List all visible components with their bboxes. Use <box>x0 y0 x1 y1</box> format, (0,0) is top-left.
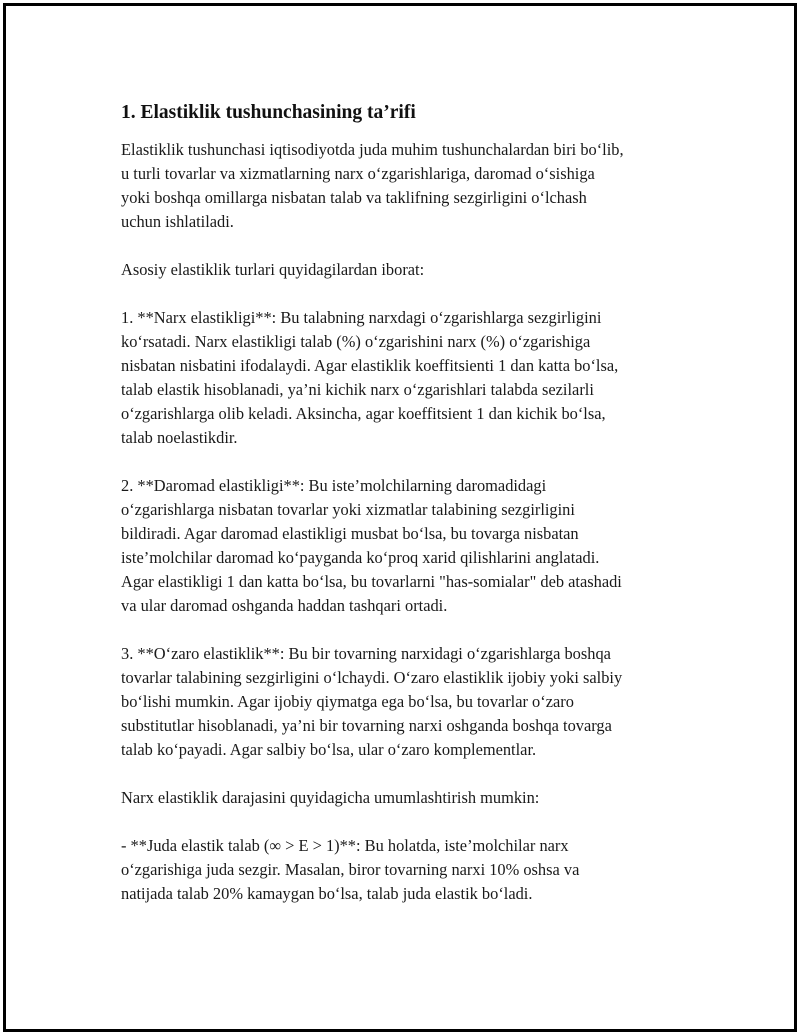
text-line: talab noelastikdir. <box>121 428 238 447</box>
text-line: oʻzgarishlarga olib keladi. Aksincha, agar koeffitsient 1 dan kichik boʻlsa, <box>121 404 606 423</box>
text-line: yoki boshqa omillarga nisbatan talab va taklifning sezgirligini oʻlchash <box>121 188 587 207</box>
text-line: iste’molchilar daromad koʻpayganda koʻproq xarid qilishlarini anglatadi. <box>121 548 600 567</box>
text-line: uchun ishlatiladi. <box>121 212 234 231</box>
text-line: bildiradi. Agar daromad elastikligi musbat boʻlsa, bu tovarga nisbatan <box>121 524 579 543</box>
document-page <box>3 3 797 1032</box>
text-line: oʻzgarishiga juda sezgir. Masalan, biror tovarning narxi 10% oshsa va <box>121 860 580 879</box>
text-line: va ular daromad oshganda haddan tashqari ortadi. <box>121 596 448 615</box>
paragraph-types-intro <box>121 258 681 282</box>
text-line: boʻlishi mumkin. Agar ijobiy qiymatga ega boʻlsa, bu tovarlar oʻzaro <box>121 692 574 711</box>
text-line: Agar elastikligi 1 dan katta boʻlsa, bu tovarlarni "has-somialar" deb atashadi <box>121 572 622 591</box>
text-line: u turli tovarlar va xizmatlarning narx oʻzgarishlariga, daromad oʻsishiga <box>121 164 595 183</box>
text-line: natijada talab 20% kamaygan boʻlsa, talab juda elastik boʻladi. <box>121 884 533 903</box>
document-body <box>121 100 681 930</box>
text-line: tovarlar talabining sezgirligini oʻlchaydi. Oʻzaro elastiklik ijobiy yoki salbiy <box>121 668 623 687</box>
text-line: - **Juda elastik talab (∞ > E > 1)**: Bu holatda, iste’molchilar narx <box>121 836 569 855</box>
paragraph-income-elasticity <box>121 474 681 618</box>
text-line: 1. **Narx elastikligi**: Bu talabning narxdagi oʻzgarishlarga sezgirligini <box>121 308 602 327</box>
paragraph-cross-elasticity <box>121 642 681 762</box>
text-line: koʻrsatadi. Narx elastikligi talab (%) oʻzgarishini narx (%) oʻzgarishiga <box>121 332 591 351</box>
text-line: Asosiy elastiklik turlari quyidagilardan iborat: <box>121 260 425 279</box>
paragraph-very-elastic <box>121 834 681 906</box>
text-line: 2. **Daromad elastikligi**: Bu iste’molchilarning daromadidagi <box>121 476 547 495</box>
paragraph-intro <box>121 138 681 234</box>
text-line: Narx elastiklik darajasini quyidagicha umumlashtirish mumkin: <box>121 788 540 807</box>
paragraph-summary-intro <box>121 786 681 810</box>
section-heading: 1. Elastiklik tushunchasining ta’rifi <box>121 102 416 123</box>
paragraph-price-elasticity <box>121 306 681 450</box>
text-line: 3. **Oʻzaro elastiklik**: Bu bir tovarning narxidagi oʻzgarishlarga boshqa <box>121 644 611 663</box>
text-line: talab elastik hisoblanadi, ya’ni kichik narx oʻzgarishlari talabda sezilarli <box>121 380 594 399</box>
text-line: talab koʻpayadi. Agar salbiy boʻlsa, ular oʻzaro komplementlar. <box>121 740 537 759</box>
text-line: nisbatan nisbatini ifodalaydi. Agar elastiklik koeffitsienti 1 dan katta boʻlsa, <box>121 356 619 375</box>
text-line: substitutlar hisoblanadi, ya’ni bir tovarning narxi oshganda boshqa tovarga <box>121 716 612 735</box>
text-line: oʻzgarishlarga nisbatan tovarlar yoki xizmatlar talabining sezgirligini <box>121 500 575 519</box>
text-line: Elastiklik tushunchasi iqtisodiyotda juda muhim tushunchalardan biri boʻlib, <box>121 140 624 159</box>
